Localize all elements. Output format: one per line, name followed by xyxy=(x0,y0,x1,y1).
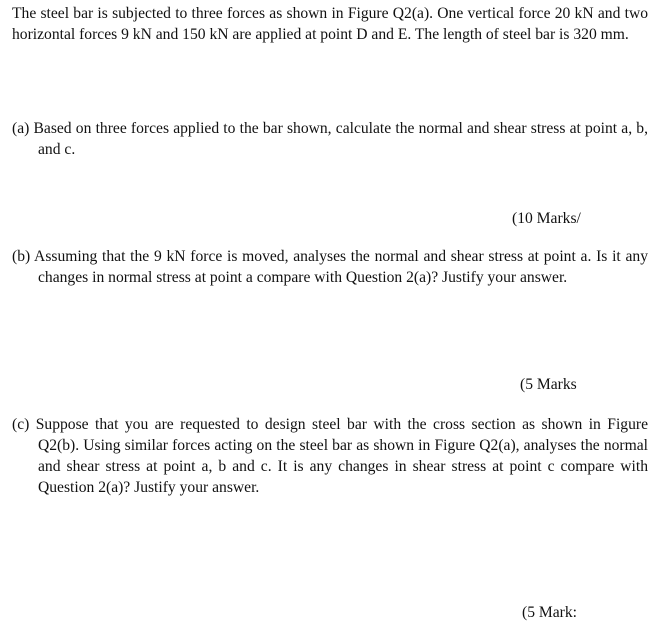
question-b-marks: (5 Marks xyxy=(520,376,577,393)
question-b-text: (b) Assuming that the 9 kN force is moved, analyses the normal and shear stress at point a. Is it any changes in normal stress at point a compare with Question 2(a)? Justify your answer. xyxy=(12,248,648,286)
question-c-marks: (5 Mark: xyxy=(522,604,577,621)
intro-paragraph: The steel bar is subjected to three forces as shown in Figure Q2(a). One vertical force 20 kN and two horizontal forces 9 kN and 150 kN are applied at point D and E. The length of steel bar is 320 mm. xyxy=(12,5,648,43)
question-a-text: (a) Based on three forces applied to the bar shown, calculate the normal and shear stress at point a, b, and c. xyxy=(12,120,648,158)
question-a-marks: (10 Marks/ xyxy=(512,210,581,227)
question-c-text: (c) Suppose that you are requested to design steel bar with the cross section as shown in Figure Q2(b). Using similar forces acting on the steel bar as shown in Figure Q2(a), analyses the normal and shear stress at point a, b and c. It is any changes in shear stress at point c compare with Question 2(a)? Justify your answer. xyxy=(12,416,648,496)
